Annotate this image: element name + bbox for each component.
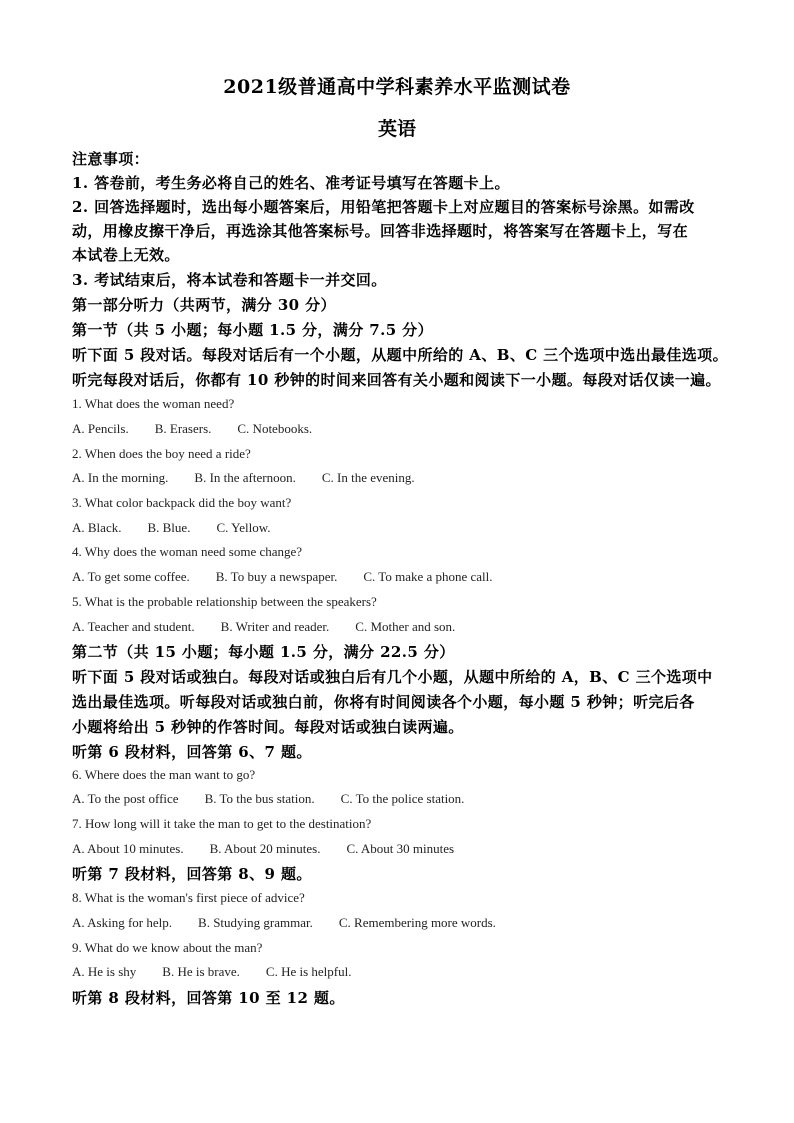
option-a: A. Asking for help.	[72, 915, 173, 930]
option-a: A. He is shy	[72, 964, 137, 979]
option-b: B. About 20 minutes.	[209, 841, 321, 856]
question-8-options	[72, 915, 522, 931]
question-4-options	[72, 569, 519, 585]
section2-instruction-line-3: 小题将给出 5 秒钟的作答时间。每段对话或独白读两遍。	[72, 718, 464, 736]
question-4: 4. Why does the woman need some change?	[72, 544, 303, 559]
option-b: B. He is brave.	[162, 964, 240, 979]
option-c: C. In the evening.	[321, 470, 415, 485]
option-a: A. To the post office	[72, 791, 179, 806]
notice-item-2-line-3: 本试卷上无效。	[72, 246, 180, 264]
question-3: 3. What color backpack did the boy want?	[72, 495, 292, 510]
option-b: B. Blue.	[147, 520, 191, 535]
material-8-heading: 听第 8 段材料，回答第 10 至 12 题。	[72, 989, 345, 1007]
option-b: B. To the bus station.	[204, 791, 315, 806]
question-9-options	[72, 964, 377, 980]
material-7-heading: 听第 7 段材料，回答第 8、9 题。	[72, 865, 312, 883]
question-6: 6. Where does the man want to go?	[72, 767, 256, 782]
question-8: 8. What is the woman's first piece of advice?	[72, 890, 305, 905]
option-a: A. About 10 minutes.	[72, 841, 184, 856]
notice-item-1: 1. 答卷前，考生务必将自己的姓名、准考证号填写在答题卡上。	[72, 174, 510, 192]
section2-instruction-line-1: 听下面 5 段对话或独白。每段对话或独白后有几个小题，从题中所给的 A，B、C 三个选项中	[72, 668, 713, 686]
section2-instruction-line-2: 选出最佳选项。听每段对话或独白前，你将有时间阅读各个小题，每小题 5 秒钟；听完后各	[72, 693, 695, 711]
question-7: 7. How long will it take the man to get to the destination?	[72, 816, 372, 831]
question-9: 9. What do we know about the man?	[72, 940, 263, 955]
exam-title: 2021级普通高中学科素养水平监测试卷	[223, 76, 571, 98]
option-a: A. Teacher and student.	[72, 619, 195, 634]
option-c: C. Remembering more words.	[338, 915, 496, 930]
option-c: C. About 30 minutes	[346, 841, 455, 856]
part1-heading: 第一部分听力（共两节，满分 30 分）	[72, 296, 336, 314]
question-1-options	[72, 421, 338, 437]
option-c: C. Mother and son.	[355, 619, 456, 634]
question-1: 1. What does the woman need?	[72, 396, 235, 411]
notice-item-2-line-1: 2. 回答选择题时，选出每小题答案后，用铅笔把答题卡上对应题目的答案标号涂黑。如需改	[72, 198, 695, 216]
option-b: B. To buy a newspaper.	[215, 569, 338, 584]
section1-instruction-line-2: 听完每段对话后，你都有 10 秒钟的时间来回答有关小题和阅读下一小题。每段对话仅读一遍。	[72, 371, 721, 389]
section1-instruction-line-1: 听下面 5 段对话。每段对话后有一个小题，从题中所给的 A、B、C 三个选项中选出最佳选项。	[72, 346, 728, 364]
question-2-options	[72, 470, 441, 486]
option-a: A. In the morning.	[72, 470, 169, 485]
question-5-options	[72, 619, 481, 635]
option-c: C. Yellow.	[216, 520, 271, 535]
question-7-options	[72, 841, 480, 857]
option-a: A. Black.	[72, 520, 122, 535]
option-b: B. In the afternoon.	[194, 470, 296, 485]
question-3-options	[72, 520, 297, 536]
section2-heading: 第二节（共 15 小题；每小题 1.5 分，满分 22.5 分）	[72, 643, 455, 661]
option-a: A. To get some coffee.	[72, 569, 190, 584]
option-c: C. To make a phone call.	[363, 569, 493, 584]
option-b: B. Studying grammar.	[198, 915, 313, 930]
section1-heading: 第一节（共 5 小题；每小题 1.5 分，满分 7.5 分）	[72, 321, 433, 339]
option-c: C. He is helpful.	[265, 964, 352, 979]
option-b: B. Erasers.	[154, 421, 212, 436]
notice-item-2-line-2: 动，用橡皮擦干净后，再选涂其他答案标号。回答非选择题时，将答案写在答题卡上，写在	[72, 222, 689, 240]
notice-item-3: 3. 考试结束后，将本试卷和答题卡一并交回。	[72, 271, 387, 289]
option-b: B. Writer and reader.	[220, 619, 330, 634]
question-6-options	[72, 791, 490, 807]
question-2: 2. When does the boy need a ride?	[72, 446, 251, 461]
question-5: 5. What is the probable relationship between the speakers?	[72, 594, 377, 609]
option-a: A. Pencils.	[72, 421, 129, 436]
material-6-heading: 听第 6 段材料，回答第 6、7 题。	[72, 743, 312, 761]
subject-title: 英语	[377, 118, 416, 140]
option-c: C. Notebooks.	[237, 421, 313, 436]
option-c: C. To the police station.	[340, 791, 465, 806]
notice-heading: 注意事项：	[72, 150, 150, 168]
